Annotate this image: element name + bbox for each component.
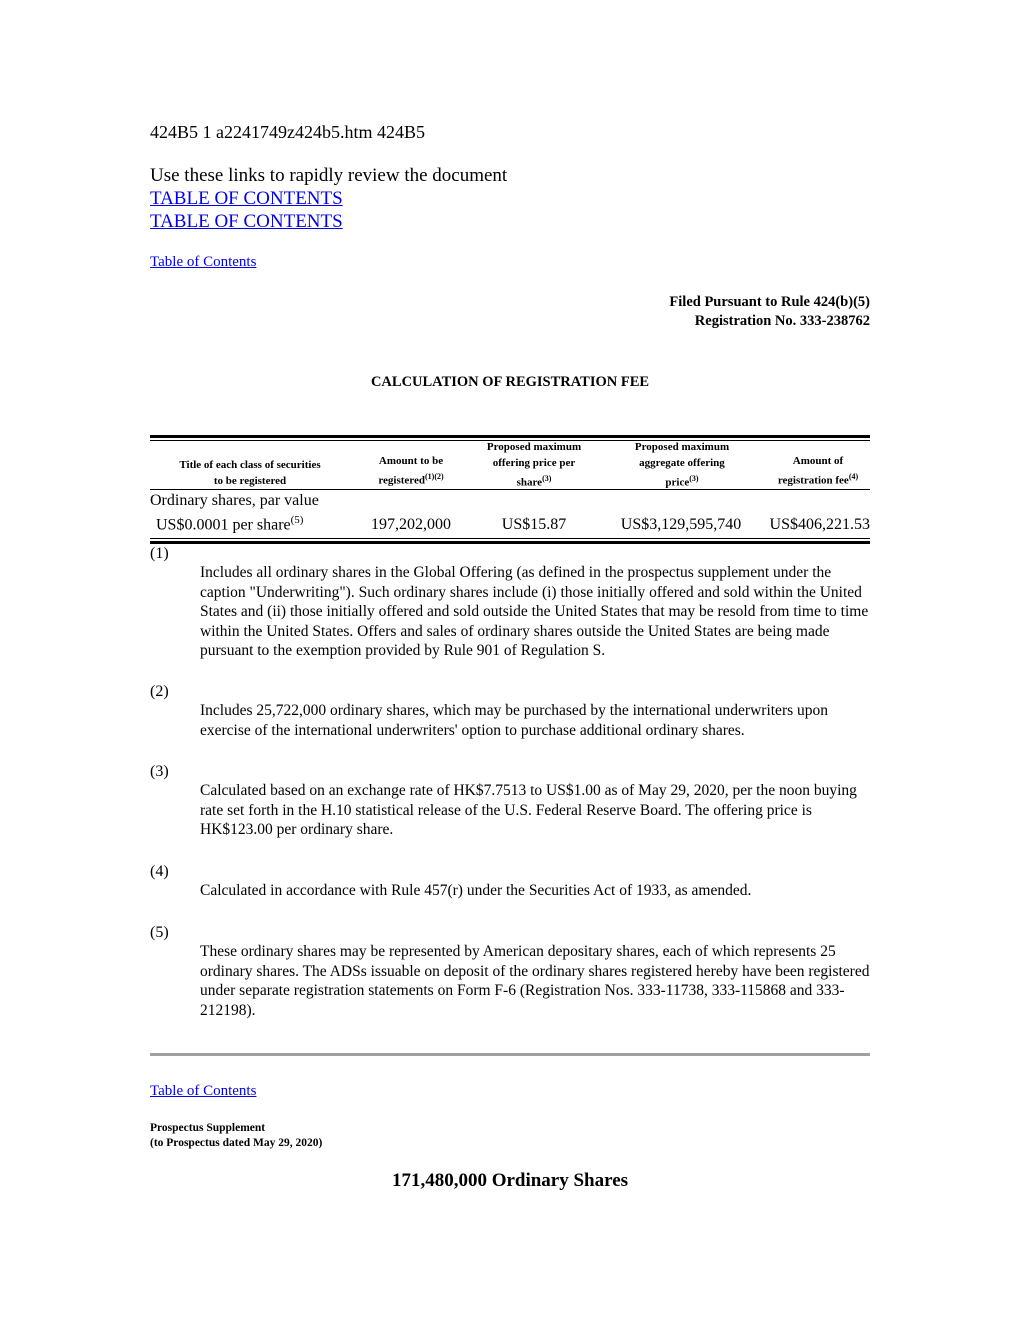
header-offering-price-per-share: Proposed maximum offering price per share$^{(3)}$: [486, 441, 582, 489]
filing-header-line: 424B5 1 a2241749z424b5.htm 424B5: [150, 122, 425, 142]
row-price-per-share: US$15.87: [501, 516, 567, 533]
row-aggregate-price: US$3,129,595,740: [620, 516, 742, 533]
footnote-2-text: Includes 25,722,000 ordinary shares, which may be purchased by the international underwriters upon exercise of the international underwriters' option to purchase additional ordinary shares.: [200, 702, 829, 739]
header-aggregate-offering-price: Proposed maximum aggregate offering price$^{(3)}$: [634, 441, 730, 489]
footnote-4-text: Calculated in accordance with Rule 457(r) under the Securities Act of 1933, as amended.: [200, 882, 752, 899]
intro-text: Use these links to rapidly review the document: [150, 165, 508, 186]
row-title-line1: Ordinary shares, par value: [150, 492, 319, 509]
header-title-of-class: Title of each class of securities to be registered: [179, 459, 321, 487]
footnote-1-text: Includes all ordinary shares in the Global Offering (as defined in the prospectus supplement under the caption "Underwriting"). Such ordinary shares include (i) those initially offered and sold within the United States and (ii) those initially offered and sold outside the United States that may be resold from time to time within the United States. Offers and sales of ordinary shares outside the United States are being made pursuant to the exemption provided by Rule 901 of Regulation S.: [200, 564, 869, 659]
footnote-1-number: (1): [150, 545, 169, 562]
prospectus-supplement-block: [150, 1121, 322, 1151]
footnote-5-text: These ordinary shares may be represented by American depositary shares, each of which represents 25 ordinary shares. The ADSs issuable on deposit of the ordinary shares registered hereby have been registered under separate registration statements on Form F-6 (Registration Nos. 333-11738, 333-115868 and 333-212198).: [200, 943, 870, 1019]
prospectus-supplement-label: Prospectus Supplement: [150, 1122, 266, 1134]
footnote-2-number: (2): [150, 683, 169, 700]
prospectus-date: (to Prospectus dated May 29, 2020): [150, 1137, 323, 1149]
table-bottom-rule-thin: [150, 538, 870, 539]
filed-rule: Filed Pursuant to Rule 424(b)(5): [669, 294, 870, 310]
footnote-5-number: (5): [150, 924, 169, 941]
header-bottom-rule: [150, 489, 870, 490]
filed-pursuant-block: [669, 293, 870, 331]
footnote-3-text: Calculated based on an exchange rate of HK$7.7513 to US$1.00 as of May 29, 2020, per the noon buying rate set forth in the H.10 statistical release of the U.S. Federal Reserve Board. The offering price is HK$123.00 per ordinary share.: [200, 782, 857, 838]
header-registration-fee: Amount of registration fee$^{(4)}$: [777, 455, 859, 487]
row-title-line2: US$0.0001 per share$^{(5)}$: [156, 514, 304, 534]
row-amount: 197,202,000: [371, 516, 451, 533]
toc-link-2[interactable]: TABLE OF CONTENTS: [150, 211, 343, 232]
offering-shares-heading: 171,480,000 Ordinary Shares: [391, 1170, 629, 1191]
fee-table-title: CALCULATION OF REGISTRATION FEE: [370, 374, 650, 390]
toc-link-1[interactable]: TABLE OF CONTENTS: [150, 188, 343, 209]
table-of-contents-link-bottom[interactable]: Table of Contents: [150, 1083, 257, 1099]
registration-number: Registration No. 333-238762: [694, 313, 870, 329]
table-of-contents-link-top[interactable]: Table of Contents: [150, 254, 257, 270]
intro-block: [150, 164, 507, 233]
footnote-4-number: (4): [150, 863, 169, 880]
footnote-3-number: (3): [150, 763, 169, 780]
table-bottom-rule: [150, 541, 870, 544]
header-amount-registered: Amount to be registered$^{(1)(2)}$: [378, 455, 444, 487]
row-registration-fee: US$406,221.53: [769, 516, 870, 533]
section-divider: [150, 1053, 870, 1056]
table-top-rule: [150, 435, 870, 438]
